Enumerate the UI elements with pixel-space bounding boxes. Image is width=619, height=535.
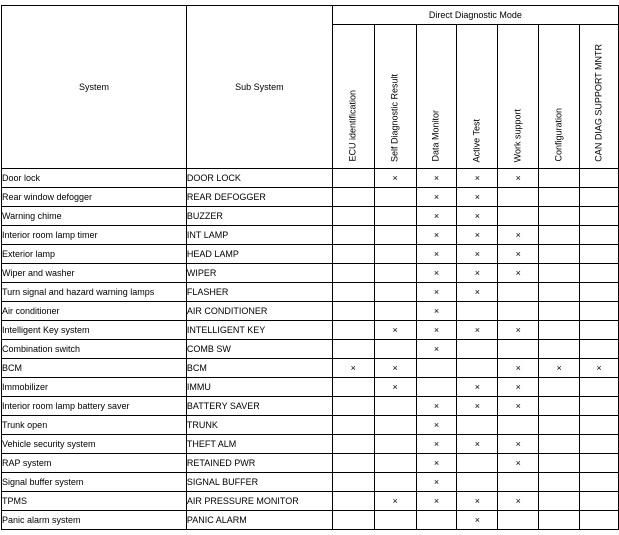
supported-mark-cell: × — [498, 492, 539, 511]
empty-mark-cell — [332, 283, 374, 302]
table-row — [2, 454, 619, 473]
system-cell: Trunk open — [2, 416, 187, 435]
table-row — [2, 188, 619, 207]
empty-mark-cell — [498, 283, 539, 302]
system-cell: TPMS — [2, 492, 187, 511]
table-row — [2, 511, 619, 530]
supported-mark-cell: × — [457, 378, 498, 397]
system-cell: Combination switch — [2, 340, 187, 359]
table-row — [2, 207, 619, 226]
empty-mark-cell — [332, 169, 374, 188]
empty-mark-cell — [332, 207, 374, 226]
sub-system-cell: INTELLIGENT KEY — [186, 321, 332, 340]
empty-mark-cell — [332, 492, 374, 511]
empty-mark-cell — [539, 511, 580, 530]
empty-mark-cell — [498, 188, 539, 207]
empty-mark-cell — [374, 397, 416, 416]
sub-system-cell: THEFT ALM — [186, 435, 332, 454]
empty-mark-cell — [374, 340, 416, 359]
mode-column-header-self-diagnostic-result — [374, 25, 416, 169]
supported-mark-cell: × — [539, 359, 580, 378]
table-row — [2, 321, 619, 340]
supported-mark-cell: × — [416, 435, 457, 454]
empty-mark-cell — [374, 226, 416, 245]
supported-mark-cell: × — [416, 283, 457, 302]
empty-mark-cell — [457, 416, 498, 435]
supported-mark-cell: × — [498, 378, 539, 397]
empty-mark-cell — [580, 302, 619, 321]
empty-mark-cell — [332, 454, 374, 473]
empty-mark-cell — [539, 188, 580, 207]
empty-mark-cell — [374, 245, 416, 264]
supported-mark-cell: × — [498, 264, 539, 283]
supported-mark-cell: × — [374, 169, 416, 188]
empty-mark-cell — [539, 264, 580, 283]
empty-mark-cell — [580, 321, 619, 340]
mode-column-label: Self Diagnostic Result — [389, 73, 400, 162]
mode-column-header-configuration — [539, 25, 580, 169]
supported-mark-cell: × — [457, 226, 498, 245]
supported-mark-cell: × — [332, 359, 374, 378]
empty-mark-cell — [539, 207, 580, 226]
sub-system-cell: WIPER — [186, 264, 332, 283]
mode-column-header-work-support — [498, 25, 539, 169]
supported-mark-cell: × — [580, 359, 619, 378]
table-row — [2, 397, 619, 416]
empty-mark-cell — [539, 340, 580, 359]
empty-mark-cell — [580, 207, 619, 226]
system-column-header: System — [2, 6, 187, 169]
empty-mark-cell — [539, 321, 580, 340]
empty-mark-cell — [332, 264, 374, 283]
system-cell: Signal buffer system — [2, 473, 187, 492]
table-row — [2, 359, 619, 378]
empty-mark-cell — [580, 169, 619, 188]
empty-mark-cell — [374, 283, 416, 302]
empty-mark-cell — [539, 378, 580, 397]
sub-system-column-header: Sub System — [186, 6, 332, 169]
empty-mark-cell — [374, 416, 416, 435]
supported-mark-cell: × — [416, 226, 457, 245]
sub-system-cell: COMB SW — [186, 340, 332, 359]
supported-mark-cell: × — [374, 321, 416, 340]
system-cell: Warning chime — [2, 207, 187, 226]
supported-mark-cell: × — [457, 264, 498, 283]
empty-mark-cell — [580, 511, 619, 530]
empty-mark-cell — [457, 340, 498, 359]
system-cell: Door lock — [2, 169, 187, 188]
empty-mark-cell — [332, 397, 374, 416]
supported-mark-cell: × — [416, 188, 457, 207]
empty-mark-cell — [416, 359, 457, 378]
supported-mark-cell: × — [457, 245, 498, 264]
empty-mark-cell — [539, 492, 580, 511]
system-cell: Rear window defogger — [2, 188, 187, 207]
mode-column-label: ECU identification — [347, 90, 358, 162]
supported-mark-cell: × — [416, 207, 457, 226]
table-body — [2, 169, 619, 530]
empty-mark-cell — [332, 473, 374, 492]
table-row — [2, 340, 619, 359]
empty-mark-cell — [539, 435, 580, 454]
empty-mark-cell — [498, 511, 539, 530]
direct-diagnostic-mode-header: Direct Diagnostic Mode — [332, 6, 618, 25]
supported-mark-cell: × — [498, 454, 539, 473]
supported-mark-cell: × — [498, 169, 539, 188]
table-row — [2, 435, 619, 454]
empty-mark-cell — [539, 226, 580, 245]
system-cell: Exterior lamp — [2, 245, 187, 264]
empty-mark-cell — [374, 207, 416, 226]
empty-mark-cell — [332, 416, 374, 435]
supported-mark-cell: × — [457, 283, 498, 302]
empty-mark-cell — [374, 264, 416, 283]
empty-mark-cell — [332, 226, 374, 245]
sub-system-cell: BATTERY SAVER — [186, 397, 332, 416]
empty-mark-cell — [374, 302, 416, 321]
sub-system-cell: TRUNK — [186, 416, 332, 435]
empty-mark-cell — [539, 245, 580, 264]
mode-column-label: Active Test — [471, 118, 482, 162]
supported-mark-cell: × — [416, 321, 457, 340]
supported-mark-cell: × — [498, 321, 539, 340]
empty-mark-cell — [416, 511, 457, 530]
diagnostic-mode-table — [1, 5, 619, 530]
table-row — [2, 226, 619, 245]
empty-mark-cell — [457, 359, 498, 378]
system-cell: Panic alarm system — [2, 511, 187, 530]
empty-mark-cell — [457, 454, 498, 473]
system-cell: Air conditioner — [2, 302, 187, 321]
supported-mark-cell: × — [416, 340, 457, 359]
empty-mark-cell — [580, 416, 619, 435]
supported-mark-cell: × — [457, 511, 498, 530]
table-row — [2, 302, 619, 321]
supported-mark-cell: × — [416, 416, 457, 435]
empty-mark-cell — [457, 473, 498, 492]
empty-mark-cell — [580, 188, 619, 207]
system-cell: Interior room lamp battery saver — [2, 397, 187, 416]
mode-column-header-active-test — [457, 25, 498, 169]
empty-mark-cell — [332, 435, 374, 454]
sub-system-cell: DOOR LOCK — [186, 169, 332, 188]
supported-mark-cell: × — [416, 454, 457, 473]
system-cell: Interior room lamp timer — [2, 226, 187, 245]
empty-mark-cell — [539, 302, 580, 321]
empty-mark-cell — [498, 473, 539, 492]
system-cell: Vehicle security system — [2, 435, 187, 454]
mode-column-label: CAN DIAG SUPPORT MNTR — [593, 44, 604, 162]
supported-mark-cell: × — [457, 321, 498, 340]
mode-column-label: Data Monitor — [430, 110, 441, 162]
empty-mark-cell — [539, 473, 580, 492]
supported-mark-cell: × — [416, 169, 457, 188]
system-cell: Turn signal and hazard warning lamps — [2, 283, 187, 302]
empty-mark-cell — [498, 302, 539, 321]
empty-mark-cell — [332, 245, 374, 264]
table-row — [2, 245, 619, 264]
system-cell: RAP system — [2, 454, 187, 473]
supported-mark-cell: × — [374, 378, 416, 397]
empty-mark-cell — [498, 340, 539, 359]
empty-mark-cell — [539, 454, 580, 473]
empty-mark-cell — [498, 207, 539, 226]
table-row — [2, 283, 619, 302]
empty-mark-cell — [374, 435, 416, 454]
system-cell: Wiper and washer — [2, 264, 187, 283]
supported-mark-cell: × — [457, 397, 498, 416]
empty-mark-cell — [539, 397, 580, 416]
empty-mark-cell — [332, 511, 374, 530]
sub-system-cell: AIR PRESSURE MONITOR — [186, 492, 332, 511]
system-cell: Immobilizer — [2, 378, 187, 397]
system-cell: BCM — [2, 359, 187, 378]
empty-mark-cell — [539, 169, 580, 188]
empty-mark-cell — [332, 340, 374, 359]
system-cell: Intelligent Key system — [2, 321, 187, 340]
supported-mark-cell: × — [416, 264, 457, 283]
supported-mark-cell: × — [374, 359, 416, 378]
supported-mark-cell: × — [498, 397, 539, 416]
supported-mark-cell: × — [374, 492, 416, 511]
supported-mark-cell: × — [498, 226, 539, 245]
table-row — [2, 492, 619, 511]
empty-mark-cell — [580, 454, 619, 473]
empty-mark-cell — [539, 416, 580, 435]
empty-mark-cell — [332, 378, 374, 397]
table-row — [2, 264, 619, 283]
empty-mark-cell — [457, 302, 498, 321]
empty-mark-cell — [580, 283, 619, 302]
mode-column-header-ecu-identification — [332, 25, 374, 169]
mode-column-header-data-monitor — [416, 25, 457, 169]
sub-system-cell: IMMU — [186, 378, 332, 397]
sub-system-cell: SIGNAL BUFFER — [186, 473, 332, 492]
empty-mark-cell — [374, 511, 416, 530]
empty-mark-cell — [416, 378, 457, 397]
table-row — [2, 416, 619, 435]
supported-mark-cell: × — [457, 207, 498, 226]
empty-mark-cell — [580, 492, 619, 511]
supported-mark-cell: × — [457, 435, 498, 454]
sub-system-cell: REAR DEFOGGER — [186, 188, 332, 207]
sub-system-cell: RETAINED PWR — [186, 454, 332, 473]
empty-mark-cell — [374, 454, 416, 473]
supported-mark-cell: × — [498, 245, 539, 264]
supported-mark-cell: × — [416, 302, 457, 321]
supported-mark-cell: × — [416, 245, 457, 264]
empty-mark-cell — [332, 188, 374, 207]
empty-mark-cell — [580, 397, 619, 416]
sub-system-cell: INT LAMP — [186, 226, 332, 245]
empty-mark-cell — [374, 188, 416, 207]
empty-mark-cell — [374, 473, 416, 492]
empty-mark-cell — [332, 321, 374, 340]
empty-mark-cell — [498, 416, 539, 435]
empty-mark-cell — [332, 302, 374, 321]
supported-mark-cell: × — [457, 492, 498, 511]
mode-column-label: Work support — [512, 108, 523, 162]
supported-mark-cell: × — [457, 188, 498, 207]
supported-mark-cell: × — [498, 359, 539, 378]
mode-column-label: Configuration — [553, 108, 564, 162]
sub-system-cell: PANIC ALARM — [186, 511, 332, 530]
empty-mark-cell — [580, 245, 619, 264]
supported-mark-cell: × — [498, 435, 539, 454]
mode-column-header-can-diag-support-mntr — [580, 25, 619, 169]
table-row — [2, 169, 619, 188]
sub-system-cell: FLASHER — [186, 283, 332, 302]
sub-system-cell: BUZZER — [186, 207, 332, 226]
sub-system-cell: BCM — [186, 359, 332, 378]
table-row — [2, 378, 619, 397]
supported-mark-cell: × — [416, 492, 457, 511]
sub-system-cell: HEAD LAMP — [186, 245, 332, 264]
empty-mark-cell — [539, 283, 580, 302]
supported-mark-cell: × — [457, 169, 498, 188]
empty-mark-cell — [580, 340, 619, 359]
empty-mark-cell — [580, 226, 619, 245]
supported-mark-cell: × — [416, 397, 457, 416]
empty-mark-cell — [580, 473, 619, 492]
sub-system-cell: AIR CONDITIONER — [186, 302, 332, 321]
empty-mark-cell — [580, 435, 619, 454]
table-row — [2, 473, 619, 492]
supported-mark-cell: × — [416, 473, 457, 492]
empty-mark-cell — [580, 264, 619, 283]
empty-mark-cell — [580, 378, 619, 397]
